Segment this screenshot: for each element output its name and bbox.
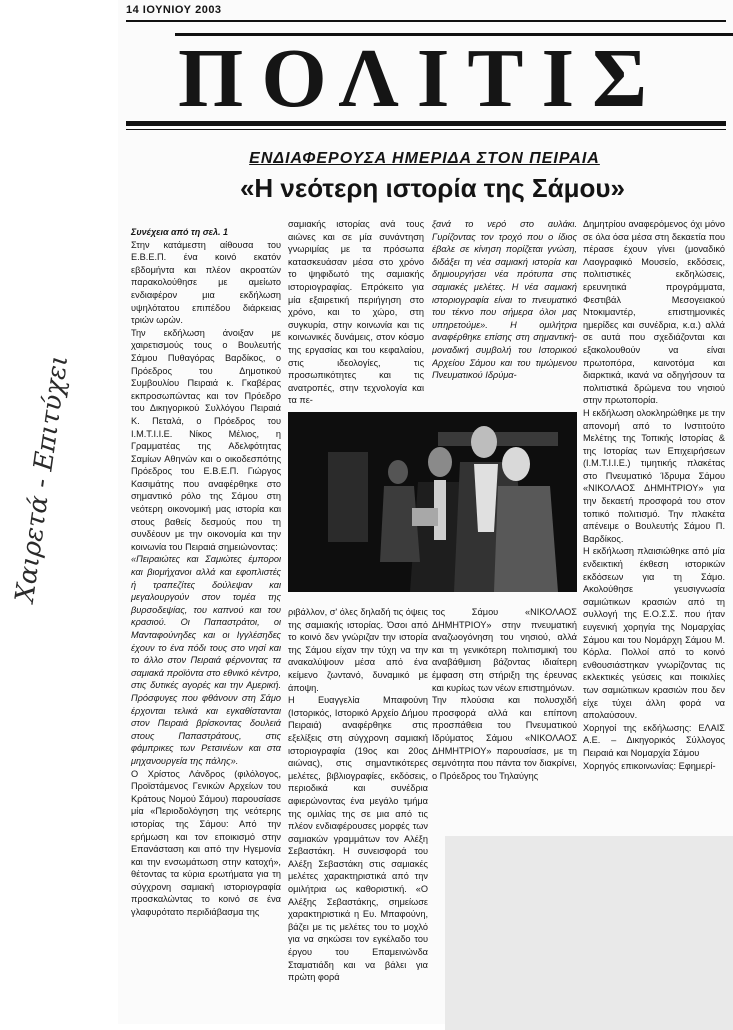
paragraph: ριβάλλον, σ' όλες δηλαδή τις όψεις της σαμιακής ιστορίας. Όσοι από το κοινό δεν γνώριζαν την ιστορία της Σάμου είχαν την τύχη να την ανακαλύψουν μέσα από ένα κείμενο ζωντανό, δυναμικό με άποψη. [288, 607, 428, 693]
article-kicker: ΕΝΔΙΑΦΕΡΟΥΣΑ ΗΜΕΡΙΔΑ ΣΤΟΝ ΠΕΙΡΑΙΑ [249, 150, 600, 167]
paragraph: τος Σάμου «ΝΙΚΟΛΑΟΣ ΔΗΜΗΤΡΙΟΥ» στην πνευματική αναζωογόνηση του νησιού, αλλά και τη γενικότερη πολιτισμική του αναβάθμιση βάζοντας ιδιαίτερη έμφαση στη στήριξη της έρευνας και κυρίως των νέων επιστημόνων. [432, 607, 577, 693]
article-column-1 [131, 226, 281, 919]
media-sponsor: Χορηγός επικοινωνίας: Εφημερί- [583, 760, 716, 771]
photo-image [288, 412, 577, 592]
continued-from: Συνέχεια από τη σελ. 1 [131, 227, 228, 237]
paragraph: Την πλούσια και πολυσχιδή προσφορά αλλά και επίπονη προσπάθεια του Πνευματικού Ιδρύματος Σάμου «ΝΙΚΟΛΑΟΣ ΔΗΜΗΤΡΙΟΥ» παρουσίασε, με τη σεμνότητα που πάντα τον διακρίνει, ο Πρόεδρος του Τηλαύγης [432, 695, 577, 781]
paragraph: Η εκδήλωση πλαισιώθηκε από μία ενδεικτική έκθεση ιστορικών εκδόσεων για τη Σάμο. Ακολούθησε γευσιγνωσία σαμιώτικων κρασιών από τη συλλογή της Ε.Ο.Σ.Σ. που ήταν ευγενική χορηγία της Νομαρχίας Σάμου και του Νομάρχη Σάμου Μ. Κόρλα. Πολλοί από το κοινό ενθουσιάστηκαν γνωρίζοντας τις εκλεκτικές γεύσεις και ποικιλίες των σαμιώτικων κρασιών που δεν είχε τύχει άλλη φορά να απολαύσουν. [583, 546, 725, 721]
article-column-2-top [288, 218, 424, 408]
paragraph: Η εκδήλωση ολοκληρώθηκε με την απονομή από το Ινστιτούτο Μελέτης της Τοπικής Ιστορίας & της Ιστορίας των Επιχειρήσεων (Ι.Μ.Τ.Ι.Ι.Ε.) τιμητικής πλακέτας στο Πνευματικό Ίδρυμα Σάμου «ΝΙΚΟΛΑΟΣ ΔΗΜΗΤΡΙΟΥ» για την δεκαετή προσφορά του στον τοπικό πολιτισμό. Την πλακέτα απένειμε ο Βουλευτής Σάμου Π. Βαρδίκος. [583, 407, 725, 544]
article-column-2-bottom [288, 606, 428, 984]
article-headline: «Η νεότερη ιστορία της Σάμου» [239, 173, 626, 203]
event-photo [288, 412, 577, 592]
masthead-rule-top [175, 33, 733, 36]
masthead-rule-thin [126, 129, 726, 130]
scan-background [445, 836, 733, 1030]
paragraph: Στην κατάμεστη αίθουσα του Ε.Β.Ε.Π. ένα κοινό εκατόν εβδομήντα και πλέον ακροατών παρακολούθησε με αμείωτο ενδιαφέρον μια εκδήλωση υψηλότατου επιπέδου διάρκειας τριών ωρών. [131, 239, 281, 326]
paragraph: Η Ευαγγελία Μπαφούνη (Ιστορικός, Ιστορικό Αρχείο Δήμου Πειραιά) αναφέρθηκε στις εξελίξεις στη σύγχρονη σαμιακή ιστοριογραφία (19ος και 20ος αιώνας), στις σημαντικότερες μελέτες, βιβλιογραφίες, εκδόσεις, περιοδικά και συνέδρια αφιερώνοντας ένα μεγάλο τμήμα της ομιλίας της σε μια από τις πλέον ενδιαφέρουσες μορφές των σαμιακών γραμμάτων τον Αλέξη Σεβαστάκη. Η συνεισφορά του Αλέξη Σεβαστάκη στις σαμιακές μελέτες χαρακτηριστικά από την ομιλήτρια ως καθοριστική. «Ο Αλέξης Σεβαστάκης, σημείωσε χαρακτηριστικά η Ευ. Μπαφούνη, βάζει με τις μελέτες του το μοχλό για να σηκώσει τον εγκέλαδο του έργου του Επαμεινώνδα Σταματιάδη και να βάλει για πρώτη φορά [288, 695, 428, 983]
paragraph: Την εκδήλωση άνοιξαν με χαιρετισμούς τους ο Βουλευτής Σάμου Πυθαγόρας Βαρδίκος, ο Πρόεδρος του Δημοτικού Συμβουλίου Πειραιά κ. Γκαβέρας εκπροσωπώντας και τον Πρόεδρο του Δικηγορικού Συλλόγου Πειραιά Κ. Πεταλά, ο Πρόεδρος του Ι.Μ.Τ.Ι.Ι.Ε. Νίκος Μέλιος, η Γραμματέας της Αδελφότητας Σαμίων Αθηνών και ο οικοδεσπότης Πρόεδρος του Ε.Β.Ε.Π. Γιώργος Κασιμάτης που αναφέρθηκε στο σημαντικό ρόλο της Σάμου στη νεότερη οικονομική μας ιστορία και στους βαθείς δεσμούς που τη συνδέουν με την οικονομία και την κοινωνία του Πειραιά σημειώνοντας: [131, 327, 281, 552]
paragraph: ξανά το νερό στο αυλάκι. Γυρίζοντας τον τροχό που ο ίδιος έβαλε σε κίνηση πορίζεται γνώση, διδάξει τη νέα σαμιακή ιστορία και δημιουργήσει νέα πρότυπα στις σαμιακές μελέτες. Η νέα σαμιακή ιστοριογραφία είναι το πνευματικό του τέκνο που σήμερα όλοι μας υπηρετούμε». Η ομιλήτρια αναφέρθηκε επίσης στη σημαντική-μοναδική συμβολή του Ιστορικού Αρχείου Σάμου και του τιμώμενου Πνευματικού Ιδρύμα- [432, 219, 577, 381]
paragraph: σαμιακής ιστορίας ανά τους αιώνες και σε μία συνάντηση γνωριμίας με τα πρόσωπα κατασκευάσαν μέσα στο χρόνο το ψηφιδωτό της σαμιακής ιστοριογραφίας. Επρόκειτο για μία εξαιρετική περιήγηση στο χρόνο, και το χώρο, στη συγκυρία, στην κοινωνία και τις κοινωνικές δυνάμεις, στον κόσμο της εργασίας και του κεφαλαίου, στις ιδεολογίες, τις προσωπικότητες και τις ανατροπές, στην τεχνολογία και τα πε- [288, 219, 424, 406]
top-rule [126, 20, 726, 22]
masthead-rule-bottom [126, 121, 726, 126]
handwritten-margin-note: Χαιρετά - Επιτύχει [10, 353, 75, 605]
paragraph: Ο Χρίστος Λάνδρος (φιλόλογος, Προϊστάμενος Γενικών Αρχείων του Κράτους Νομού Σάμου) παρουσίασε μία «Περιοδολόγηση της νεότερης ιστορίας της Σάμου: Από την ερήμωση και τον εποικισμό στην Επανάσταση και από την Ηγεμονία και την ενσωμάτωση στην κατοχή», θέτοντας τα κύρια ερωτήματα για τη σύγχρονη σαμιακή ιστοριογραφία προσκαλώντας το κοινό σε ένα γλαφυρότατο περιδιάβασμα της [131, 768, 281, 918]
article-column-4 [583, 218, 725, 772]
quote-paragraph: «Πειραιώτες και Σαμιώτες έμποροι και βιομήχανοι αλλά και εφοπλιστές ή τραπεζίτες δούλεψαν και μεγαλουργούν στον τομέα της βυρσοδεψίας, του καπνού και του κρασιού. Οι Παπαστράτοι, οι Μανταφούνηδες και οι Ιγγλέσηδες έχουν το ένα πόδι τους στο νησί και το άλλο στον Πειραιά φέρνοντας τα σαμιακά προϊόντα στο εθνικό κέντρο, στις δυτικές αγορές και την Αμερική. Πρόσφυγες που φθάνουν στη Σάμο έρχονται τελικά και εγκαθίστανται στον Πειραιά βρίσκοντας δουλειά στους Παπαστράτους, στις φάμπρικες των Ρετσινέων και στα μηχανουργεία της πάλης». [131, 554, 281, 766]
sponsors: Χορηγοί της εκδήλωσης: ΕΛΑΙΣ Α.Ε. – Δικηγορικός Σύλλογος Πειραιά και Νομαρχία Σάμου [583, 722, 725, 758]
article-column-3-top [432, 218, 577, 408]
masthead: ΠΟΛΙΤΙΣ [178, 40, 666, 118]
paragraph: Δημητρίου αναφερόμενος όχι μόνο σε όλα όσα μέσα στη δεκαετία που πέρασε έχουν γίνει (μοναδικό Λαογραφικό Μουσείο, εκδόσεις, πολιτιστικές εκδηλώσεις, ερευνητικά προγράμματα, Φεστιβάλ Μεσογειακού Ντοκιμαντέρ, επιστημονικές ημερίδες και συνέδρια, κ.α.) αλλά σε αυτά που σχεδιάζονται και εξακολουθούν να είναι πρωτοπόρα, καινοτόμα και διαρκτικά, ικανά να οδηγήσουν τα πολιτιστικά δρώμενα του νησιού στην πρωτοπορία. [583, 219, 725, 406]
article-column-3-bottom [432, 606, 577, 782]
issue-date: 14 ΙΟΥΝΙΟΥ 2003 [126, 4, 222, 16]
